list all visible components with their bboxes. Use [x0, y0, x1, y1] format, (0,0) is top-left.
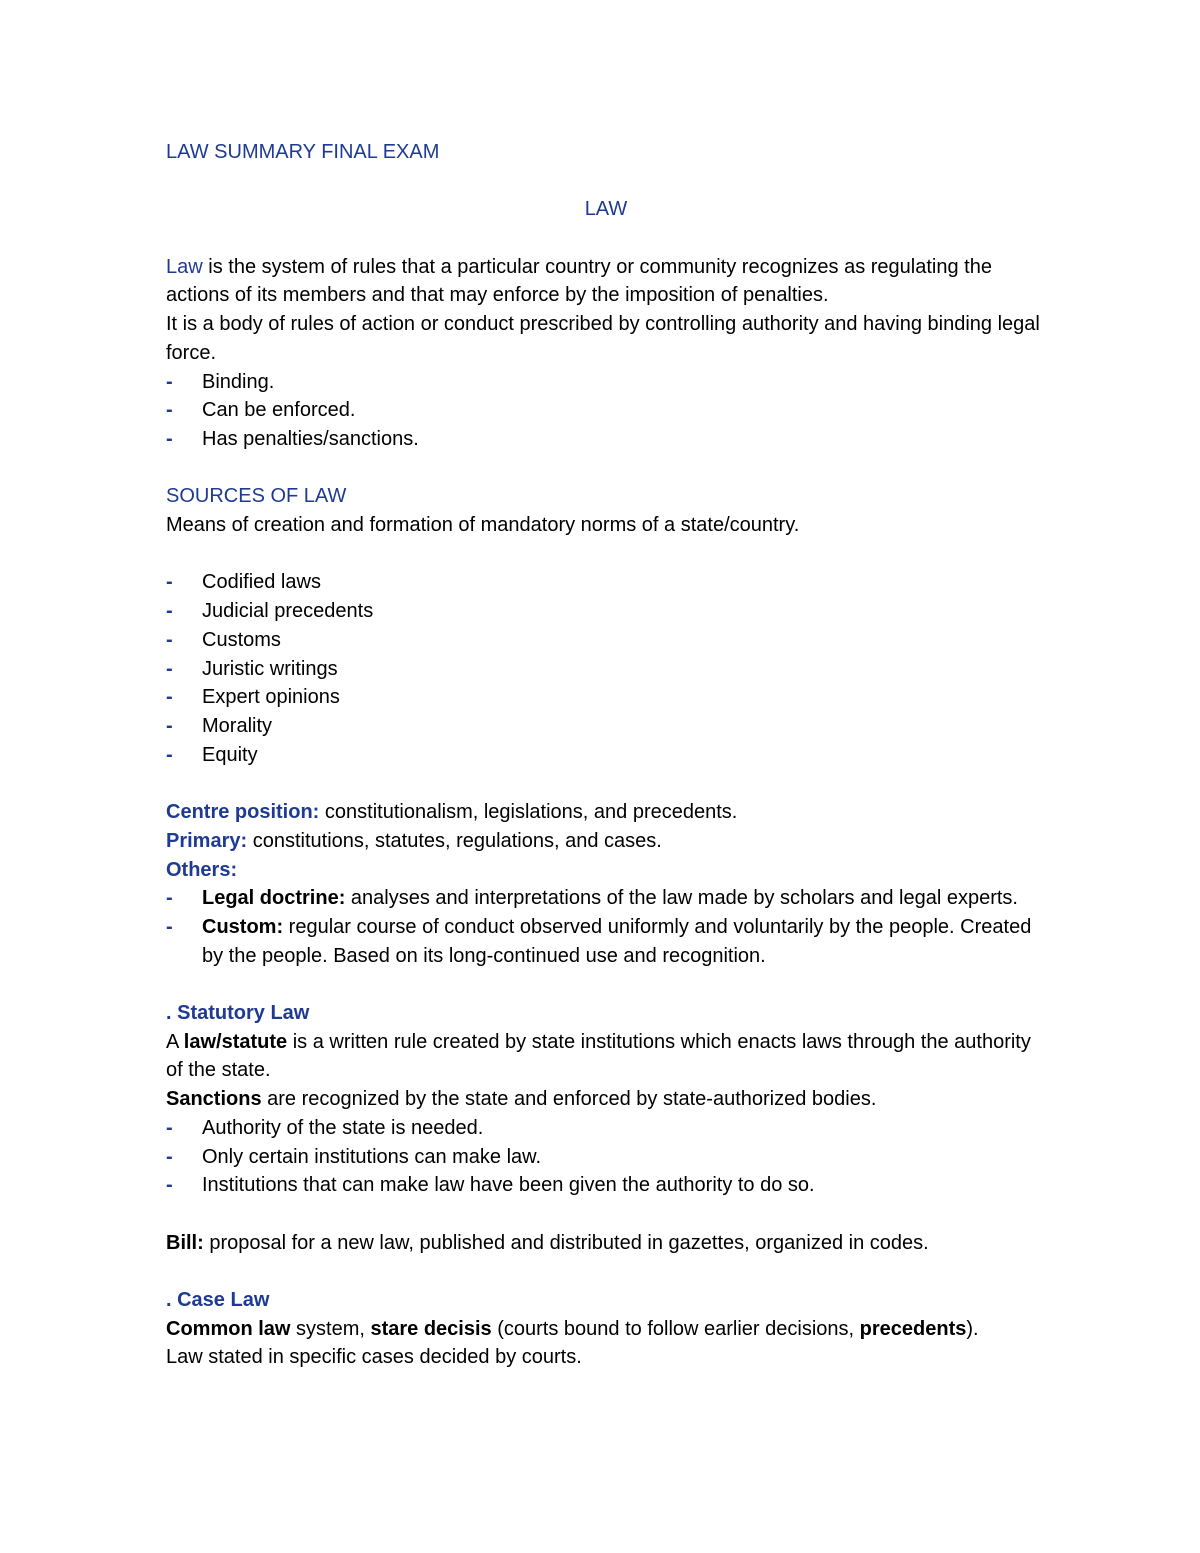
section-heading-statutory: . Statutory Law [166, 1002, 310, 1024]
dash-bullet-icon: - [166, 370, 173, 393]
dash-bullet-icon: - [166, 915, 173, 938]
dash-bullet-icon: - [166, 1174, 173, 1197]
others-label: Others: [166, 858, 238, 881]
law-body: It is a body of rules of action or conduct prescribed by controlling authority and having binding legal force. [166, 313, 1040, 364]
bill-definition: Bill: proposal for a new law, published and distributed in gazettes, organized in codes. [166, 1231, 929, 1254]
dash-bullet-icon: - [166, 1145, 173, 1168]
list-item: - Morality [166, 712, 1046, 741]
list-item: - Judicial precedents [166, 597, 1046, 626]
dash-bullet-icon: - [166, 715, 173, 737]
section-heading-sources: SOURCES OF LAW [166, 485, 347, 508]
section-heading-case-law: . Case Law [166, 1289, 270, 1311]
list-item: - Only certain institutions can make law. [166, 1143, 1046, 1172]
dash-bullet-icon: - [166, 399, 173, 422]
sources-description: Means of creation and formation of mandatory norms of a state/country. [166, 514, 800, 537]
dash-bullet-icon: - [166, 686, 173, 709]
dash-bullet-icon: - [166, 628, 173, 651]
dash-bullet-icon: - [166, 657, 173, 680]
list-item: - Custom: regular course of conduct observed uniformly and voluntarily by the people. Created by the people. Based on its long-continued use and recognition. [166, 913, 1046, 970]
list-item: - Codified laws [166, 568, 1046, 597]
list-item: - Expert opinions [166, 683, 1046, 712]
list-item: - Binding. [166, 368, 1046, 397]
dash-bullet-icon: - [166, 743, 173, 766]
sanctions-line: Sanctions are recognized by the state and enforced by state-authorized bodies. [166, 1088, 877, 1111]
dash-bullet-icon: - [166, 887, 173, 910]
primary-line: Primary: constitutions, statutes, regulations, and cases. [166, 829, 662, 852]
dash-bullet-icon: - [166, 571, 173, 594]
dash-bullet-icon: - [166, 428, 173, 450]
list-item: - Has penalties/sanctions. [166, 425, 1046, 454]
section-heading-law: LAW [584, 198, 628, 221]
list-item: - Legal doctrine: analyses and interpretations of the law made by scholars and legal experts. [166, 884, 1046, 913]
case-law-line-2: Law stated in specific cases decided by courts. [166, 1346, 582, 1369]
list-item: - Juristic writings [166, 655, 1046, 684]
statutory-definition: A law/statute is a written rule created by state institutions which enacts laws through the authority of the state. [166, 1030, 1031, 1082]
law-term: Law [166, 255, 203, 278]
document-body [166, 138, 1046, 1372]
list-item: - Can be enforced. [166, 396, 1046, 425]
dash-bullet-icon: - [166, 1116, 173, 1139]
dash-bullet-icon: - [166, 600, 173, 623]
law-definition: Law is the system of rules that a particular country or community recognizes as regulating the actions of its members and that may enforce by the imposition of penalties. [166, 255, 992, 307]
centre-position-line: Centre position: constitutionalism, legislations, and precedents. [166, 801, 738, 824]
list-item: - Equity [166, 741, 1046, 770]
document-title: LAW SUMMARY FINAL EXAM [166, 141, 440, 163]
list-item: - Authority of the state is needed. [166, 1114, 1046, 1143]
list-item: - Customs [166, 626, 1046, 655]
case-law-line-1: Common law system, stare decisis (courts bound to follow earlier decisions, precedents). [166, 1317, 979, 1340]
list-item: - Institutions that can make law have been given the authority to do so. [166, 1171, 1046, 1200]
